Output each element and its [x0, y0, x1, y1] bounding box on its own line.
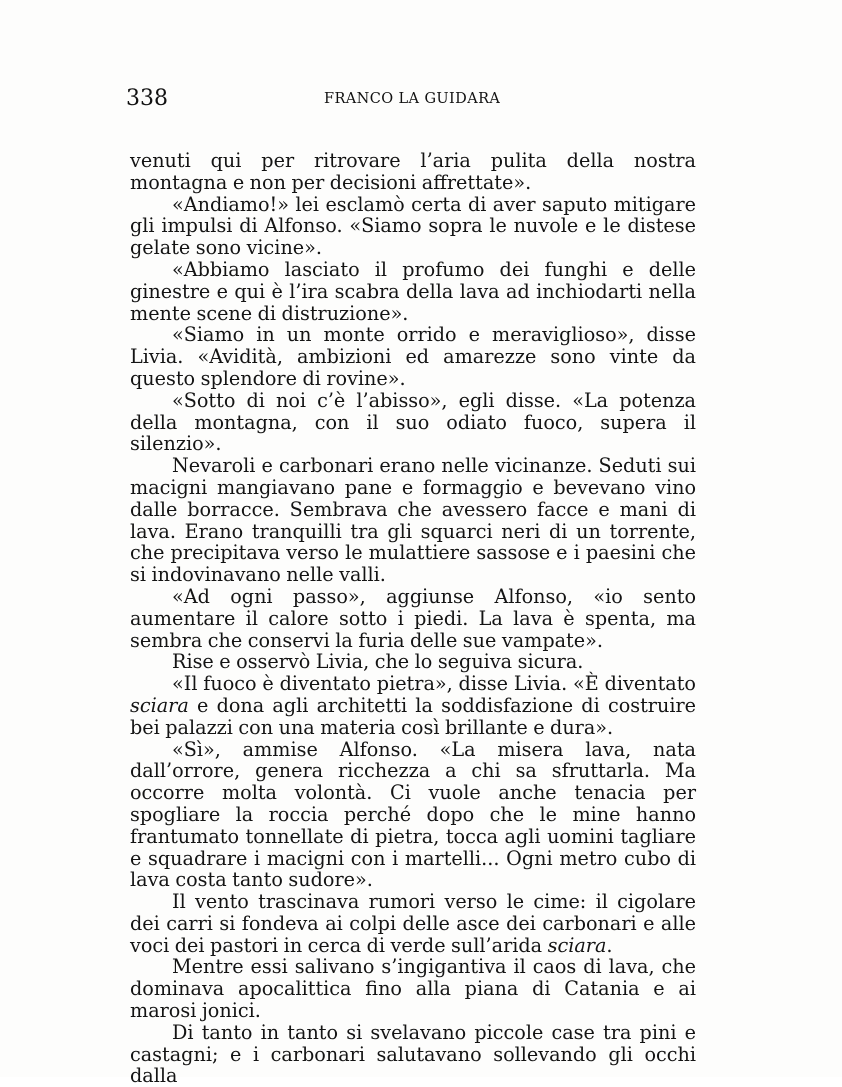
italic-word-sciara: sciara [130, 693, 189, 717]
paragraph-9-before: «Il fuoco è diventato pietra», disse Livia. «È diventato [172, 672, 696, 696]
paragraph-8: Rise e osservò Livia, che lo seguiva sicura. [172, 650, 584, 674]
paragraph-3: «Abbiamo lasciato il profumo dei funghi e delle ginestre e qui è l’ira scabra della lava ad inchiodarti nella mente scene di distruzione». [130, 257, 696, 325]
paragraph-9 [130, 673, 696, 738]
paragraph-11-before: Il vento trascinava rumori verso le cime: il cigolare dei carri si fondeva ai colpi delle asce dei carbonari e alle voci dei pastori in cerca di verde sull’arida [130, 890, 696, 957]
body-text [130, 150, 696, 1087]
paragraph-4: «Siamo in un monte orrido e meraviglioso», disse Livia. «Avidità, ambizioni ed amarezze sono vinte da questo splendore di rovine». [130, 323, 696, 390]
running-head [126, 86, 698, 112]
paragraph-2: «Andiamo!» lei esclamò certa di aver saputo mitigare gli impulsi di Alfonso. «Siamo sopra le nuvole e le distese gelate sono vicine». [130, 192, 696, 260]
paragraph-5: «Sotto di noi c’è l’abisso», egli disse. «La potenza della montagna, con il suo odiato fuoco, supera il silenzio». [130, 388, 696, 456]
paragraph-7: «Ad ogni passo», aggiunse Alfonso, «io sento aumentare il calore sotto i piedi. La lava è spenta, ma sembra che conservi la furia delle sue vampate». [130, 584, 696, 652]
paragraph-9-after: e dona agli architetti la soddisfazione di costruire bei palazzi con una materia così brillante e dura». [130, 693, 696, 739]
paragraph-10: «Sì», ammise Alfonso. «La misera lava, nata dall’orrore, genera ricchezza a chi sa sfruttarla. Ma occorre molta volontà. Ci vuole anche tenacia per spogliare la roccia perché dopo che le mine hanno frantumato tonnellate di pietra, tocca agli uomini tagliare e squadrare i macigni con i martelli... Ogni metro cubo di lava costa tanto sudore». [130, 737, 696, 892]
paragraph-13: Di tanto in tanto si svelavano piccole case tra pini e castagni; e i carbonari salutavano sollevando gli occhi dalla [130, 1020, 696, 1087]
paragraph-11 [130, 891, 696, 956]
paragraph-12: Mentre essi salivano s’ingigantiva il caos di lava, che dominava apocalittica fino alla piana di Catania e ai marosi jonici. [130, 955, 696, 1023]
paragraph-11-after: . [606, 933, 613, 957]
italic-word-sciara: sciara [547, 933, 607, 957]
paragraph-6: Nevaroli e carbonari erano nelle vicinanze. Seduti sui macigni mangiavano pane e formaggio e bevevano vino dalle borracce. Sembrava che avessero facce e mani di lava. Erano tranquilli tra gli squarci neri di un torrente, che precipitava verso le mulattiere sassose e i paesini che si indovinavano nelle valli. [130, 454, 696, 587]
running-title: FRANCO LA GUIDARA [324, 91, 501, 107]
paragraph-1: venuti qui per ritrovare l’aria pulita della nostra montagna e non per decisioni affrettate». [130, 149, 696, 194]
page-number: 338 [126, 86, 168, 111]
